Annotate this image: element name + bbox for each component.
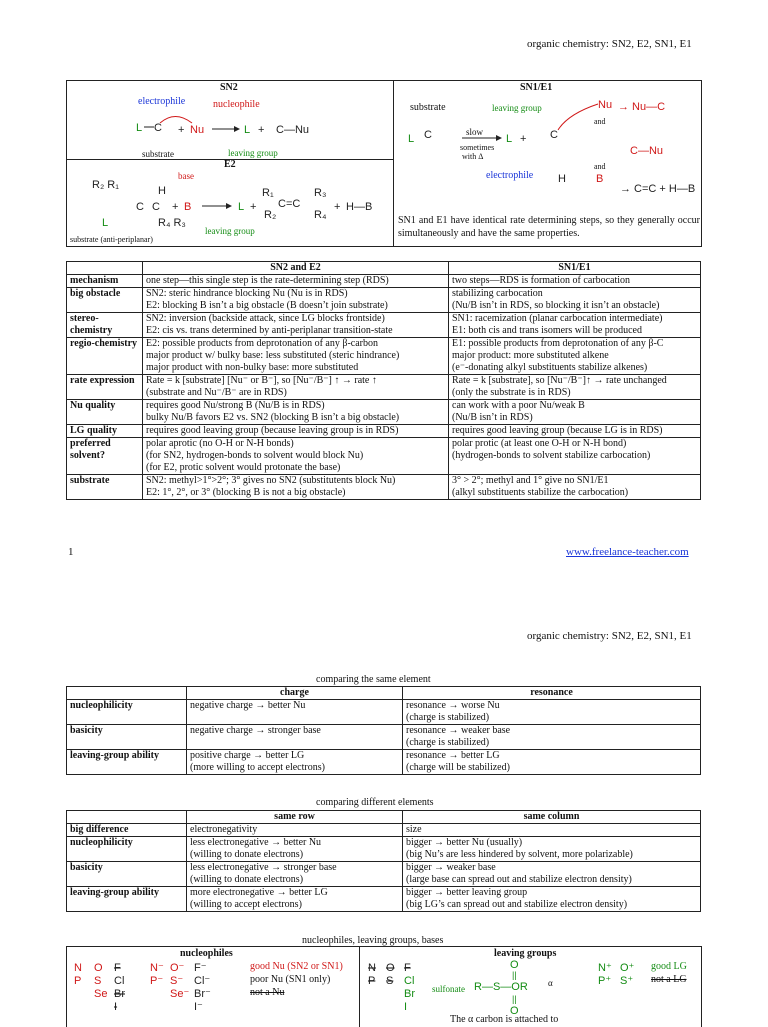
svg-text:P: P xyxy=(368,975,376,987)
cell-sn1-stereochemistry: SN1: racemization (planar carbocation intermediate) E1: both cis and trans isomers will be produced xyxy=(449,313,701,338)
svg-text:C=C: C=C xyxy=(278,198,301,210)
t2-row-big-difference: big difference xyxy=(67,824,187,837)
row-header-rate-expression: rate expression xyxy=(67,375,143,400)
table-row xyxy=(67,338,701,375)
cell-sn2-lg-quality: requires good leaving group (because leaving group is in RDS) xyxy=(143,425,449,438)
svg-text:P: P xyxy=(74,975,82,987)
t1-header-resonance: resonance xyxy=(403,687,701,700)
t1-row-leaving-group: leaving-group ability xyxy=(67,750,187,775)
row-header-mechanism: mechanism xyxy=(67,275,143,288)
svg-text:S⁻: S⁻ xyxy=(170,975,184,987)
svg-text:L: L xyxy=(238,201,245,213)
t2-row-basicity: basicity xyxy=(67,862,187,887)
t1-cell-resonance: resonance → weaker base (charge is stabilized) xyxy=(403,725,701,750)
sulfonate-label: sulfonate xyxy=(432,984,465,994)
good-lg-label: good LG xyxy=(651,961,687,972)
table-header-blank xyxy=(67,262,143,275)
svg-text:Cl: Cl xyxy=(404,975,415,987)
cell-sn2-rate-expression: Rate = k [substrate] [Nu⁻ or B⁻], so [Nu⁻/B⁻] ↑ → rate ↑ (substrate and Nu⁻/B⁻ are in RDS) xyxy=(143,375,449,400)
sn1-sometimes-label: sometimes xyxy=(460,143,495,152)
cell-sn1-rate-expression: Rate = k [substrate], so [Nu⁻/B⁻]↑ → rate unchanged (only the substrate is in RDS) xyxy=(449,375,701,400)
svg-text:H: H xyxy=(558,173,566,185)
table-header-sn1-e1: SN1/E1 xyxy=(449,262,701,275)
sn1-e1-note: SN1 and E1 have identical rate determining steps, so they generally occur simultaneously and have the same properties. xyxy=(398,215,700,239)
t2-row-nucleophilicity: nucleophilicity xyxy=(67,837,187,862)
svg-text:F: F xyxy=(114,962,121,974)
nucleophile-element-grid xyxy=(70,958,250,1018)
t2-header-same-row: same row xyxy=(187,811,403,824)
t1-row-basicity: basicity xyxy=(67,725,187,750)
svg-text:||: || xyxy=(512,970,517,980)
svg-text:R₃: R₃ xyxy=(314,187,327,199)
t2-cell-same-column: size xyxy=(403,824,701,837)
t2-header-same-column: same column xyxy=(403,811,701,824)
table-row xyxy=(67,824,701,837)
cation-leaving-group-grid xyxy=(596,958,646,988)
t1-row-nucleophilicity: nucleophilicity xyxy=(67,700,187,725)
svg-text:Se: Se xyxy=(94,988,108,1000)
sn2-leaving-group-label: leaving group xyxy=(228,148,278,158)
svg-text:→ C=C + H—B: → C=C + H—B xyxy=(620,183,696,195)
svg-text:L: L xyxy=(506,133,513,145)
svg-text:C: C xyxy=(136,201,144,213)
table-header-sn2-e2: SN2 and E2 xyxy=(143,262,449,275)
row-header-stereochemistry: stereo-chemistry xyxy=(67,313,143,338)
t2-cell-same-row: less electronegative → stronger base (willing to donate electrons) xyxy=(187,862,403,887)
svg-text:O⁻: O⁻ xyxy=(170,962,185,974)
svg-text:Nu: Nu xyxy=(598,99,613,111)
svg-text:P⁻: P⁻ xyxy=(150,975,164,987)
svg-text:F⁻: F⁻ xyxy=(194,962,207,974)
e2-base-label: base xyxy=(178,171,194,181)
table-row xyxy=(67,275,701,288)
table-row xyxy=(67,425,701,438)
svg-text:L: L xyxy=(244,124,251,136)
svg-text:S⁺: S⁺ xyxy=(620,975,634,987)
alpha-label: α xyxy=(548,978,553,988)
t1-header-charge: charge xyxy=(187,687,403,700)
table-row xyxy=(67,887,701,912)
t2-header-blank xyxy=(67,811,187,824)
cell-sn2-preferred-solvent: polar aprotic (no O-H or N-H bonds) (for SN2, hydrogen-bonds to solvent would block Nu) (for E2, protic solvent would protonate the base) xyxy=(143,438,449,475)
table-row xyxy=(67,725,701,750)
svg-text:I⁻: I⁻ xyxy=(194,1001,203,1013)
svg-text:O: O xyxy=(94,962,103,974)
cell-sn1-nu-quality: can work with a poor Nu/weak B (Nu/B isn’t in RDS) xyxy=(449,400,701,425)
row-header-big-obstacle: big obstacle xyxy=(67,288,143,313)
t1-cell-charge: negative charge → stronger base xyxy=(187,725,403,750)
svg-text:N: N xyxy=(368,962,376,974)
table-row xyxy=(67,837,701,862)
row-header-regiochemistry: regio-chemistry xyxy=(67,338,143,375)
not-lg-label: not a LG xyxy=(651,974,687,985)
t2-cell-same-row: electronegativity xyxy=(187,824,403,837)
e2-mechanism-drawing xyxy=(88,176,388,234)
svg-text:F: F xyxy=(404,962,411,974)
table-row xyxy=(67,862,701,887)
svg-text:L: L xyxy=(408,133,415,145)
svg-text:Nu: Nu xyxy=(190,124,205,136)
svg-text:B: B xyxy=(184,201,192,213)
svg-text:H—B: H—B xyxy=(346,201,373,213)
svg-text:Cl⁻: Cl⁻ xyxy=(194,975,211,987)
table-row xyxy=(67,400,701,425)
row-header-substrate: substrate xyxy=(67,475,143,500)
sn1-leaving-group-label: leaving group xyxy=(492,103,542,113)
t2-cell-same-column: bigger → better Nu (usually) (big Nu’s are less hindered by solvent, more polarizable) xyxy=(403,837,701,862)
t1-header-blank xyxy=(67,687,187,700)
page1-header: organic chemistry: SN2, E2, SN1, E1 xyxy=(527,38,692,50)
svg-text:O⁺: O⁺ xyxy=(620,962,635,974)
svg-text:C: C xyxy=(424,129,432,141)
page2-header: organic chemistry: SN2, E2, SN1, E1 xyxy=(527,630,692,642)
svg-text:S: S xyxy=(94,975,102,987)
cell-sn1-mechanism: two steps—RDS is formation of carbocation xyxy=(449,275,701,288)
svg-text:I: I xyxy=(114,1001,118,1013)
different-elements-caption: comparing different elements xyxy=(316,797,434,808)
alpha-carbon-note: The α carbon is attached to xyxy=(450,1014,559,1025)
sn1-and-label-2: and xyxy=(594,162,606,171)
t1-cell-charge: negative charge → better Nu xyxy=(187,700,403,725)
svg-text:C: C xyxy=(550,129,558,141)
svg-text:R₄: R₄ xyxy=(314,209,327,221)
svg-text:+: + xyxy=(258,124,265,136)
svg-text:L: L xyxy=(136,122,143,134)
row-header-lg-quality: LG quality xyxy=(67,425,143,438)
cell-sn2-substrate: SN2: methyl>1°>2°; 3° gives no SN2 (substitutents block Nu) E2: 1°, 2°, or 3° (blocking B is not a big obstacle) xyxy=(143,475,449,500)
table-row xyxy=(67,288,701,313)
page1-number: 1 xyxy=(68,546,74,558)
svg-text:+: + xyxy=(178,124,185,136)
svg-text:+: + xyxy=(172,201,179,213)
e2-leaving-group-label: leaving group xyxy=(205,226,255,236)
poor-nu-label: poor Nu (SN1 only) xyxy=(250,974,331,985)
table-row xyxy=(67,375,701,400)
t2-cell-same-row: more electronegative → better LG (willing to accept electrons) xyxy=(187,887,403,912)
svg-text:Cl: Cl xyxy=(114,975,125,987)
svg-text:N⁺: N⁺ xyxy=(598,962,612,974)
svg-text:O: O xyxy=(510,959,519,971)
good-nu-label: good Nu (SN2 or SN1) xyxy=(250,961,343,972)
svg-text:R—S—OR: R—S—OR xyxy=(474,981,528,993)
t2-cell-same-column: bigger → weaker base (large base can spread out and stabilize electron density) xyxy=(403,862,701,887)
sn1-slow-label: slow xyxy=(466,127,484,137)
t1-cell-resonance: resonance → worse Nu (charge is stabilized) xyxy=(403,700,701,725)
sn1-electrophile-label: electrophile xyxy=(486,170,534,181)
svg-text:N: N xyxy=(74,962,82,974)
sn2-mechanism-drawing xyxy=(130,105,360,150)
svg-text:S: S xyxy=(386,975,394,987)
sn1-substrate-label: substrate xyxy=(410,102,446,113)
cell-sn2-regiochemistry: E2: possible products from deprotonation of any β-carbon major product w/ bulky base: less substituted (steric hindrance) major product with non-bulky base: more substituted xyxy=(143,338,449,375)
same-element-caption: comparing the same element xyxy=(316,674,431,685)
t1-cell-resonance: resonance → better LG (charge will be stabilized) xyxy=(403,750,701,775)
sn2-electrophile-label: electrophile xyxy=(138,96,186,107)
t2-cell-same-column: bigger → better leaving group (big LG’s can spread out and stabilize electron density) xyxy=(403,887,701,912)
table-row xyxy=(67,475,701,500)
svg-text:R₂ R₁: R₂ R₁ xyxy=(92,179,119,191)
cell-sn2-big-obstacle: SN2: steric hindrance blocking Nu (Nu is in RDS) E2: blocking B isn’t a big obstacle (B doesn’t join substrate) xyxy=(143,288,449,313)
sn1-mechanism-drawing xyxy=(398,94,698,199)
leaving-group-element-grid xyxy=(364,958,424,1018)
t1-cell-charge: positive charge → better LG (more willing to accept electrons) xyxy=(187,750,403,775)
svg-text:R₁: R₁ xyxy=(262,187,274,199)
freelance-teacher-link[interactable]: www.freelance-teacher.com xyxy=(566,546,689,558)
cell-sn1-regiochemistry: E1: possible products from deprotonation of any β-C major product: more substituted alkene (e⁻-donating alkyl substituents stabilize alkenes) xyxy=(449,338,701,375)
svg-text:Br⁻: Br⁻ xyxy=(194,988,211,1000)
svg-text:R₄ R₃: R₄ R₃ xyxy=(158,217,186,229)
svg-text:C—Nu: C—Nu xyxy=(630,145,664,157)
sn2-substrate-label: substrate xyxy=(142,149,174,159)
cell-sn2-stereochemistry: SN2: inversion (backside attack, since LG blocks frontside) E2: cis vs. trans determined by anti-periplanar transition-state xyxy=(143,313,449,338)
svg-text:||: || xyxy=(512,994,517,1004)
cell-sn1-big-obstacle: stabilizing carbocation (Nu/B isn’t in RDS, so blocking it isn’t an obstacle) xyxy=(449,288,701,313)
nucleophiles-title: nucleophiles xyxy=(180,948,233,959)
t2-cell-same-row: less electronegative → better Nu (willing to donate electrons) xyxy=(187,837,403,862)
svg-text:N⁻: N⁻ xyxy=(150,962,164,974)
same-element-table xyxy=(66,686,701,775)
table-row xyxy=(67,438,701,475)
svg-text:L: L xyxy=(102,217,109,229)
not-nu-label: not a Nu xyxy=(250,987,285,998)
svg-text:C: C xyxy=(154,122,162,134)
table-row xyxy=(67,750,701,775)
cell-sn2-nu-quality: requires good Nu/strong B (Nu/B is in RDS) bulky Nu/B favors E2 vs. SN2 (blocking B isn’t a big obstacle) xyxy=(143,400,449,425)
different-elements-table xyxy=(66,810,701,912)
sn2-e2-vs-sn1-e1-table xyxy=(66,261,701,500)
svg-text:+: + xyxy=(250,201,257,213)
sn1-with-delta-label: with Δ xyxy=(462,152,484,161)
svg-text:I: I xyxy=(404,1001,408,1013)
e2-substrate-label: substrate (anti-periplanar) xyxy=(70,235,153,244)
cell-sn2-mechanism: one step—this single step is the rate-determining step (RDS) xyxy=(143,275,449,288)
svg-text:O: O xyxy=(386,962,395,974)
row-header-nu-quality: Nu quality xyxy=(67,400,143,425)
sn1-diagram-title: SN1/E1 xyxy=(520,82,553,93)
svg-text:Br: Br xyxy=(404,988,415,1000)
svg-text:C: C xyxy=(152,201,160,213)
svg-text:+: + xyxy=(334,201,341,213)
cell-sn1-substrate: 3° > 2°; methyl and 1° give no SN1/E1 (alkyl substituents stabilize the carbocation) xyxy=(449,475,701,500)
svg-text:P⁺: P⁺ xyxy=(598,975,612,987)
svg-text:C—Nu: C—Nu xyxy=(276,124,310,136)
svg-text:Br: Br xyxy=(114,988,125,1000)
cell-sn1-lg-quality: requires good leaving group (because LG is in RDS) xyxy=(449,425,701,438)
leaving-groups-title: leaving groups xyxy=(494,948,557,959)
e2-diagram-title: E2 xyxy=(224,159,236,170)
table-row xyxy=(67,313,701,338)
sn2-diagram-title: SN2 xyxy=(220,82,238,93)
t2-row-leaving-group: leaving-group ability xyxy=(67,887,187,912)
svg-text:O: O xyxy=(510,1005,519,1017)
row-header-preferred-solvent: preferred solvent? xyxy=(67,438,143,475)
svg-text:+: + xyxy=(520,133,527,145)
nucleophiles-section-caption: nucleophiles, leaving groups, bases xyxy=(302,935,444,946)
svg-text:H: H xyxy=(158,185,166,197)
table-row xyxy=(67,700,701,725)
svg-text:B: B xyxy=(596,173,604,185)
sn1-and-label-1: and xyxy=(594,117,606,126)
cell-sn1-preferred-solvent: polar protic (at least one O-H or N-H bond) (hydrogen-bonds to solvent stabilize carbocation) xyxy=(449,438,701,475)
sn2-nucleophile-label: nucleophile xyxy=(213,99,260,110)
svg-text:Se⁻: Se⁻ xyxy=(170,988,190,1000)
svg-text:R₂: R₂ xyxy=(264,209,277,221)
svg-text:→ Nu—C: → Nu—C xyxy=(618,101,666,113)
